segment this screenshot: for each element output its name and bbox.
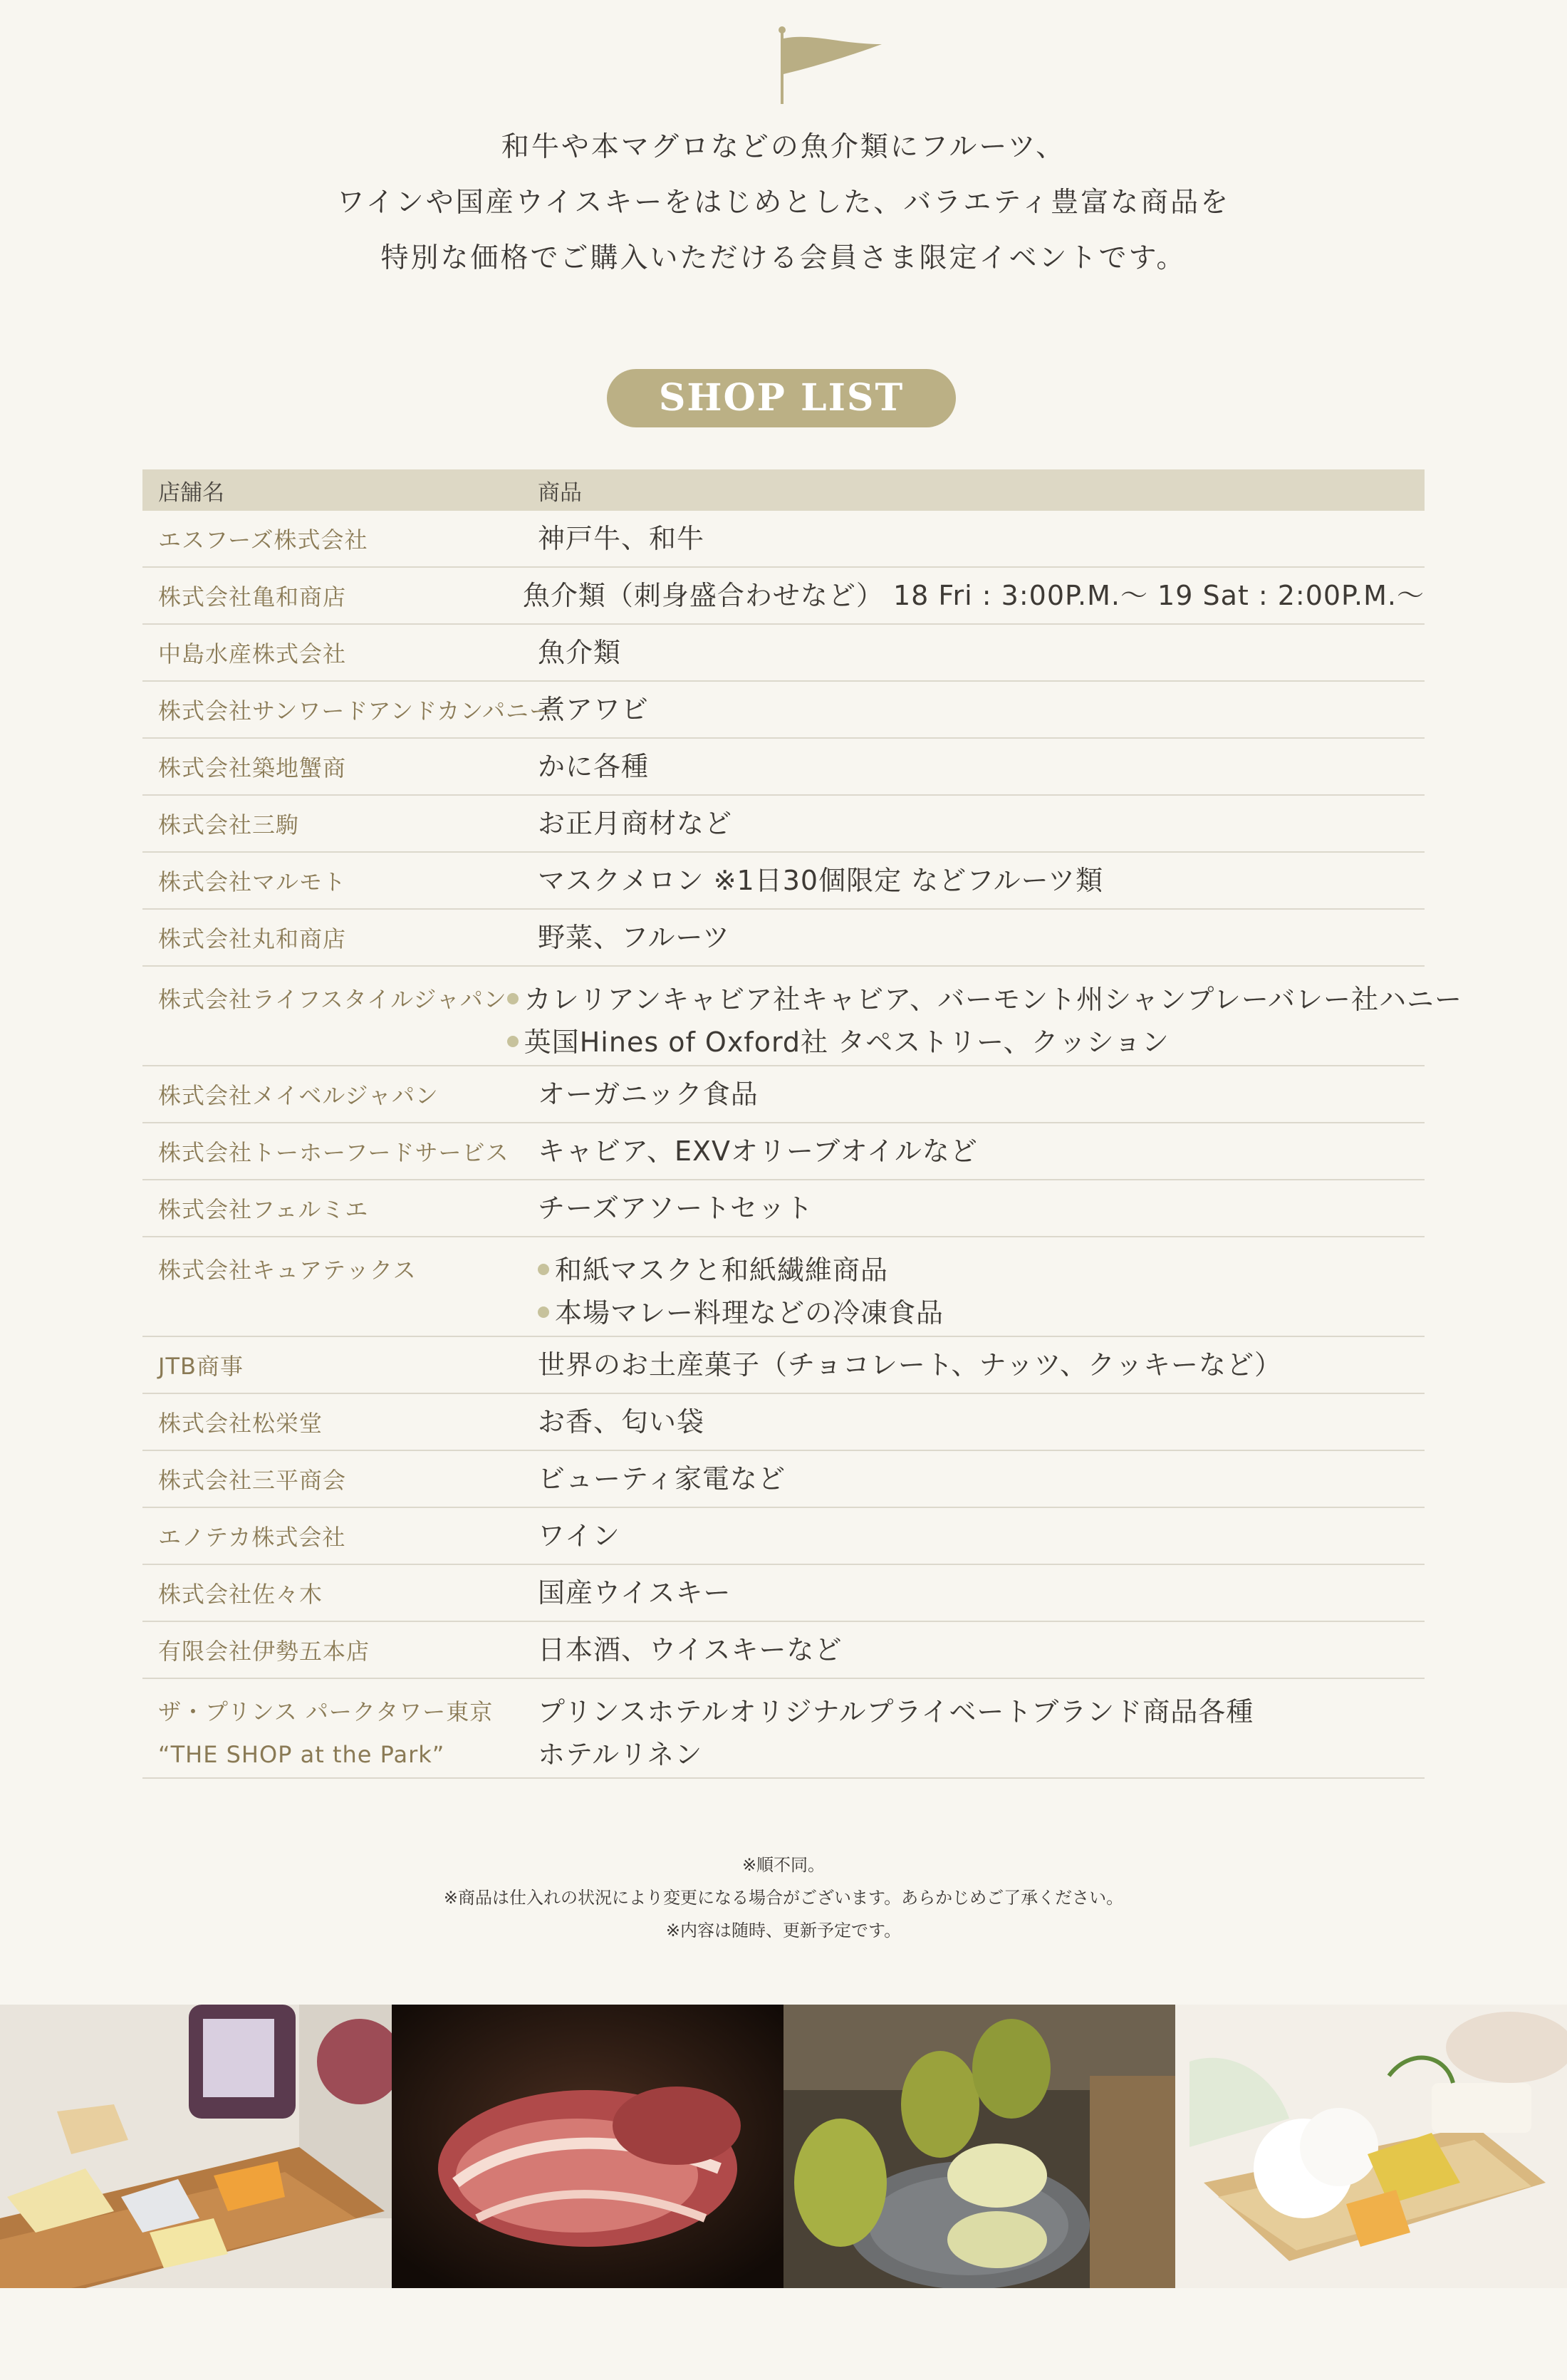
product-text: カレリアンキャビア社キャビア、バーモント州シャンプレーバレー社ハニー [524,984,1462,1015]
store-name: 株式会社亀和商店 [158,583,347,610]
product-text: マスクメロン ※1日30個限定 などフルーツ類 [538,865,1104,896]
notes [0,1849,1567,1947]
table-row [142,1679,1425,1779]
table-row [142,910,1425,967]
product-text: オーガニック食品 [538,1079,759,1110]
store-name: 株式会社トーホーフードサービス [158,1139,509,1166]
product-text: お正月商材など [538,808,733,839]
note-line-2: ※商品は仕入れの状況により変更になる場合がございます。あらかじめご了承ください。 [443,1888,1124,1908]
table-row [142,1180,1425,1237]
table-row [142,568,1425,625]
product-list [538,1690,1425,1776]
product-list [538,1249,1425,1334]
table-row [142,625,1425,682]
store-name: エスフーズ株式会社 [158,526,368,554]
product-text: 日本酒、ウイスキーなど [538,1634,843,1666]
store-name: 有限会社伊勢五本店 [158,1638,370,1665]
product-text: 煮アワビ [538,694,650,725]
store-name: 株式会社サンワードアンドカンパニー [158,697,553,724]
intro-line-3: 特別な価格でご購入いただける会員さま限定イベントです。 [380,242,1187,274]
store-name [142,1690,538,1776]
table-row [142,511,1425,568]
table-header [142,469,1425,511]
shop-list-title: SHOP LIST [607,369,956,427]
store-name: 株式会社ライフスタイルジャパン [158,986,507,1013]
table-row [142,1066,1425,1123]
store-name: 株式会社三駒 [158,811,300,838]
product-item [538,1249,1425,1292]
product-text: プリンスホテルオリジナルプライベートブランド商品各種 [538,1696,1254,1727]
bullet-icon [538,1264,549,1275]
store-name: 株式会社佐々木 [158,1581,323,1608]
header-store: 店舗名 [158,479,224,506]
store-name-line-2: “THE SHOP at the Park” [158,1741,445,1768]
table-row [142,1622,1425,1679]
store-name: 株式会社マルモト [158,868,347,895]
product-list [507,978,1462,1064]
store-name: 株式会社キュアテックス [158,1257,417,1284]
product-text: 国産ウイスキー [538,1577,732,1609]
product-item [507,1021,1462,1064]
shop-table [142,469,1462,1779]
product-text: 神戸牛、和牛 [538,523,705,554]
product-item [538,1292,1425,1334]
table-row [142,967,1462,1066]
bullet-icon [538,1306,549,1318]
table-row [142,1508,1425,1565]
product-text: ホテルリネン [538,1739,703,1770]
note-line-1: ※順不同。 [741,1855,826,1875]
product-text: チーズアソートセット [538,1192,813,1224]
product-text: 魚介類 [538,637,622,668]
flag-icon [776,26,883,104]
product-text: ワイン [538,1520,620,1552]
table-row [142,1565,1425,1622]
store-name: 株式会社丸和商店 [158,925,347,952]
product-text: かに各種 [538,751,650,782]
product-text: 本場マレー料理などの冷凍食品 [555,1297,944,1329]
product-item [507,978,1462,1021]
store-name: エノテカ株式会社 [158,1524,346,1551]
product-text: キャビア、EXVオリーブオイルなど [538,1136,978,1167]
prosciutto-photo [392,2005,784,2288]
store-name: JTB商事 [158,1353,244,1380]
store-name: 株式会社フェルミエ [158,1196,369,1223]
bullet-icon [507,993,519,1004]
product-text: お香、匂い袋 [538,1406,705,1438]
photo-strip [0,2005,1567,2288]
product-text: ビューティ家電など [538,1463,786,1495]
table-row [142,1394,1425,1451]
table-row [142,1451,1425,1508]
store-name: 株式会社三平商会 [158,1467,347,1494]
intro-text [0,120,1567,286]
bullet-icon [507,1036,519,1047]
table-row [142,1123,1425,1180]
table-row [142,853,1425,910]
product-text: 和紙マスクと和紙繊維商品 [555,1254,889,1286]
bath-goods-photo [1175,2005,1567,2288]
product-text: 魚介類（刺身盛合わせなど） 18 Fri : 3:00P.M.〜 19 Sat : 2:00P.M.〜 [522,580,1425,611]
table-row [142,796,1425,853]
product-text: 世界のお土産菓子（チョコレート、ナッツ、クッキーなど） [538,1349,1283,1381]
header-product: 商品 [538,479,582,506]
cheese-wine-photo [0,2005,392,2288]
intro-line-1: 和牛や本マグロなどの魚介類にフルーツ、 [501,131,1066,163]
store-name-line-1: ザ・プリンス パークタワー東京 [158,1698,494,1725]
table-row [142,739,1425,796]
pears-photo [784,2005,1175,2288]
product-text: 野菜、フルーツ [538,922,730,953]
product-text: 英国Hines of Oxford社 タペストリー、クッション [524,1027,1170,1058]
store-name: 株式会社松栄堂 [158,1410,323,1437]
table-row [142,1237,1425,1337]
intro-line-2: ワインや国産ウイスキーをはじめとした、バラエティ豊富な商品を [336,187,1231,219]
table-row [142,682,1425,739]
store-name: 中島水産株式会社 [158,640,347,667]
store-name: 株式会社メイベルジャパン [158,1082,439,1109]
table-row [142,1337,1425,1394]
note-line-3: ※内容は随時、更新予定です。 [665,1921,902,1940]
store-name: 株式会社築地蟹商 [158,754,347,781]
